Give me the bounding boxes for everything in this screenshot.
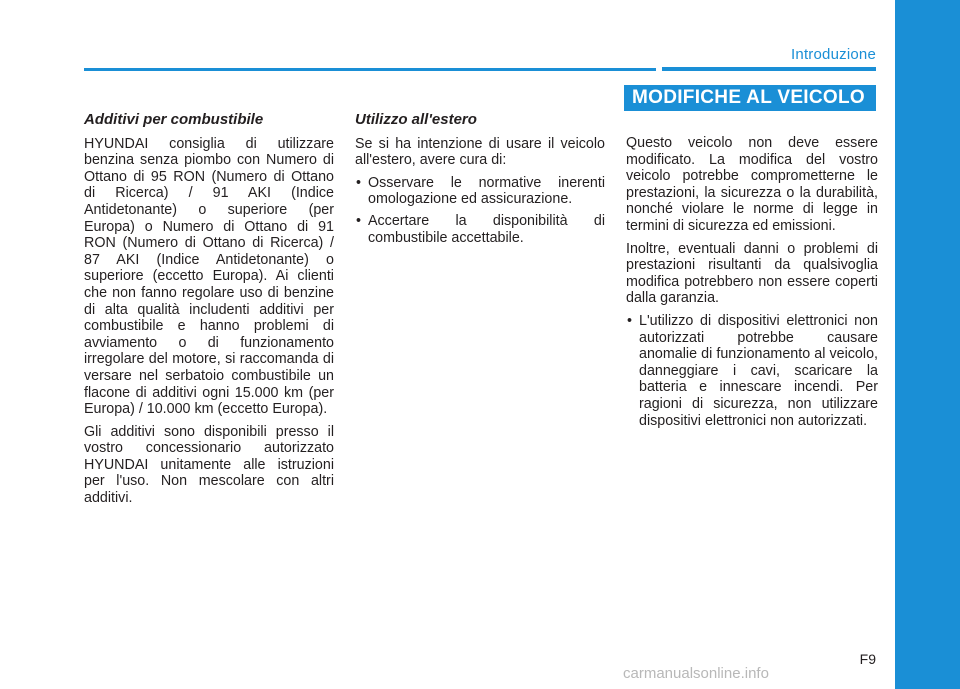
paragraph: Se si ha intenzione di usare il veicolo all'estero, avere cura di: [355,135,605,169]
header-rule [84,68,656,71]
paragraph: Inoltre, eventuali danni o problemi di prestazioni risultanti da qualsivoglia modifica potrebbero non essere coperti dalla garanzia. [626,240,878,307]
list-item: • L'utilizzo di dispositivi elettronici non autorizzati potrebbe causare anomalie di funzionamento al veicolo, danneggiare i cavi, scaricare la batteria e innescare incendi. Per ragioni di sicurezza, non utilizzare dispositivi elettronici non autorizzati. [626,313,878,429]
header-rule-right [662,67,876,71]
page-number: F9 [859,651,876,667]
subheading-abroad-use: Utilizzo all'estero [355,111,477,128]
chapter-title: Introduzione [791,46,876,63]
paragraph: HYUNDAI consiglia di utilizzare benzina senza piombo con Numero di Ottano di 95 RON (Numero di Ottano di Ricerca) / 91 AKI (Indice Antidetonante) o superiore (per Europa) o Numero di Ottano di 91 RON (Numero di Ottano di Ricerca) / 87 AKI (Indice Antidetonante) o superiore (eccetto Europa). Ai clienti che non fanno regolare uso di benzine di alta qualità includenti additivi per combustibile e hanno problemi di avviamento o di funzionamento irregolare del motore, si raccomanda di versare nel serbatoio combustibile un flacone di additivi ogni 15.000 km (per Europa) / 10.000 km (eccetto Europa). [84,135,334,418]
subheading-fuel-additives: Additivi per combustibile [84,111,264,128]
section-title: MODIFICHE AL VEICOLO [632,87,865,108]
watermark-link[interactable]: carmanualsonline.info [623,665,769,682]
bullet-list [355,175,605,246]
column-abroad-use [355,112,605,251]
list-item: • Accertare la disponibilità di combustibile accettabile. [355,213,605,246]
column-fuel-additives [84,112,334,513]
bullet-list [626,313,878,429]
list-item: • Osservare le normative inerenti omologazione ed assicurazione. [355,175,605,208]
column-vehicle-modifications [626,135,878,434]
chapter-side-tab [895,0,960,689]
paragraph: Gli additivi sono disponibili presso il vostro concessionario autorizzato HYUNDAI unitamente alle istruzioni per l'uso. Non mescolare con altri additivi. [84,423,334,507]
paragraph: Questo veicolo non deve essere modificato. La modifica del vostro veicolo potrebbe comprometterne le prestazioni, la sicurezza o la durabilità, nonché violare le norme di legge in termini di sicurezza ed emissioni. [626,135,878,234]
